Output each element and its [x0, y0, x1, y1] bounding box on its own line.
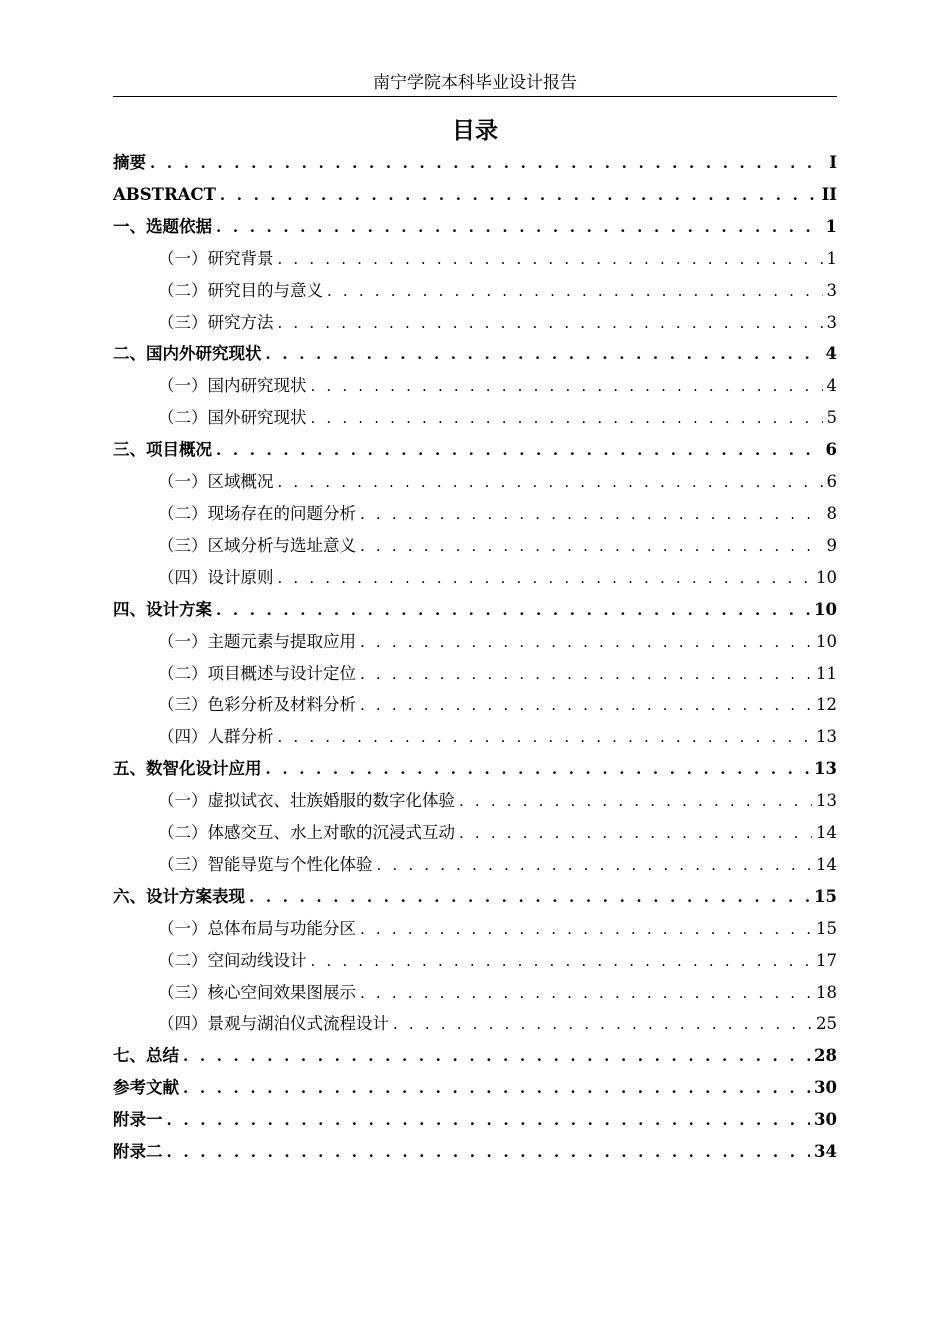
toc-entry[interactable]	[113, 370, 837, 402]
toc-leader-dots	[278, 244, 823, 276]
toc-title: 目录	[452, 118, 498, 144]
toc-entry[interactable]	[113, 817, 837, 849]
toc-entry[interactable]	[113, 1040, 837, 1072]
toc-leader-dots	[167, 1137, 811, 1169]
toc-entry-label: （一）研究背景	[158, 248, 274, 268]
toc-entry-label: 一、选题依据	[113, 216, 212, 236]
toc-entry[interactable]	[113, 211, 837, 243]
toc-entry[interactable]	[113, 1136, 837, 1168]
table-of-contents	[113, 147, 837, 1168]
toc-entry-label: （三）区域分析与选址意义	[158, 535, 356, 555]
toc-entry[interactable]	[113, 1104, 837, 1136]
toc-entry-label: 摘要	[113, 153, 146, 172]
toc-entry[interactable]	[113, 753, 837, 785]
page-header	[113, 72, 837, 97]
toc-leader-dots	[459, 786, 812, 818]
toc-entry[interactable]	[113, 530, 837, 562]
toc-entry-label: （一）总体布局与功能分区	[158, 918, 356, 938]
toc-entry-page-number: 14	[816, 823, 837, 843]
toc-entry[interactable]	[113, 913, 837, 945]
toc-entry-label: 四、设计方案	[113, 599, 212, 619]
toc-entry-label: 参考文献	[113, 1078, 179, 1098]
toc-entry[interactable]	[113, 498, 837, 530]
toc-entry[interactable]	[113, 275, 837, 307]
toc-entry-page-number: 5	[826, 408, 837, 428]
toc-entry[interactable]	[113, 338, 837, 370]
toc-entry[interactable]	[113, 307, 837, 339]
toc-entry[interactable]	[113, 594, 837, 626]
toc-entry-page-number: II	[821, 184, 837, 204]
toc-entry-page-number: 18	[816, 982, 837, 1002]
toc-leader-dots	[311, 946, 813, 978]
toc-entry[interactable]	[113, 1008, 837, 1040]
toc-entry[interactable]	[113, 849, 837, 881]
toc-entry-page-number: 1	[826, 248, 837, 268]
toc-leader-dots	[360, 531, 823, 563]
toc-leader-dots	[278, 467, 823, 499]
toc-entry-label: （一）区域概况	[158, 472, 274, 492]
toc-leader-dots	[393, 1009, 812, 1041]
toc-entry-label: 二、国内外研究现状	[113, 344, 262, 364]
toc-leader-dots	[183, 1073, 810, 1105]
toc-leader-dots	[311, 371, 823, 403]
toc-entry-label: （二）空间动线设计	[158, 950, 307, 970]
toc-entry-page-number: 13	[816, 727, 837, 747]
toc-leader-dots	[360, 914, 812, 946]
toc-entry-page-number: 1	[825, 216, 837, 236]
toc-leader-dots	[216, 212, 822, 244]
toc-leader-dots	[278, 563, 813, 595]
toc-leader-dots	[360, 978, 812, 1010]
toc-entry-label: （二）国外研究现状	[158, 408, 307, 428]
toc-entry-page-number: 4	[826, 376, 837, 396]
toc-entry-page-number: 28	[814, 1046, 837, 1066]
toc-entry-page-number: 13	[816, 791, 837, 811]
toc-entry-page-number: 13	[814, 759, 837, 779]
toc-leader-dots	[266, 339, 822, 371]
toc-entry[interactable]	[113, 434, 837, 466]
toc-entry-page-number: 11	[816, 663, 837, 683]
toc-entry-page-number: 17	[816, 950, 837, 970]
toc-entry[interactable]	[113, 147, 837, 179]
toc-entry-label: （二）项目概述与设计定位	[158, 663, 356, 683]
toc-entry[interactable]	[113, 1072, 837, 1104]
toc-entry-label: （一）国内研究现状	[158, 376, 307, 396]
toc-entry-label: （四）设计原则	[158, 567, 274, 587]
toc-leader-dots	[360, 659, 812, 691]
toc-entry-page-number: 14	[816, 854, 837, 874]
toc-entry-page-number: 9	[826, 535, 837, 555]
toc-entry-page-number: 10	[816, 567, 837, 587]
toc-entry-page-number: 12	[816, 695, 837, 715]
toc-leader-dots	[360, 690, 812, 722]
toc-entry-label: 附录二	[113, 1142, 163, 1162]
toc-entry[interactable]	[113, 402, 837, 434]
toc-entry[interactable]	[113, 658, 837, 690]
toc-entry-page-number: 30	[814, 1110, 837, 1130]
toc-entry-label: （三）智能导览与个性化体验	[158, 854, 373, 874]
toc-leader-dots	[327, 276, 823, 308]
toc-entry-label: （一）主题元素与提取应用	[158, 631, 356, 651]
toc-entry-label: （二）体感交互、水上对歌的沉浸式互动	[158, 823, 455, 843]
toc-entry-page-number: I	[829, 153, 837, 172]
toc-entry-page-number: 3	[826, 280, 837, 300]
toc-entry-page-number: 15	[814, 886, 837, 906]
toc-entry-label: 三、项目概况	[113, 440, 212, 460]
toc-leader-dots	[360, 627, 812, 659]
toc-entry-label: 附录一	[113, 1110, 163, 1130]
toc-entry-page-number: 6	[825, 440, 837, 460]
toc-entry-label: （三）研究方法	[158, 312, 274, 332]
toc-entry[interactable]	[113, 721, 837, 753]
toc-leader-dots	[360, 499, 823, 531]
toc-entry-page-number: 30	[814, 1078, 837, 1098]
toc-entry-label: （二）现场存在的问题分析	[158, 503, 356, 523]
toc-entry-page-number: 3	[826, 312, 837, 332]
toc-entry-label: （三）核心空间效果图展示	[158, 982, 356, 1002]
toc-entry[interactable]	[113, 881, 837, 913]
toc-leader-dots	[278, 722, 813, 754]
toc-leader-dots	[266, 754, 811, 786]
toc-entry-page-number: 4	[825, 344, 837, 364]
toc-entry-label: 五、数智化设计应用	[113, 759, 262, 779]
toc-entry[interactable]	[113, 945, 837, 977]
toc-leader-dots	[183, 1041, 810, 1073]
toc-leader-dots	[311, 403, 823, 435]
toc-entry-page-number: 25	[816, 1014, 837, 1034]
header-title: 南宁学院本科毕业设计报告	[373, 73, 577, 93]
toc-leader-dots	[216, 435, 822, 467]
toc-entry-page-number: 34	[814, 1142, 837, 1162]
toc-entry-label: （四）人群分析	[158, 727, 274, 747]
toc-entry[interactable]	[113, 785, 837, 817]
toc-entry-label: （三）色彩分析及材料分析	[158, 695, 356, 715]
toc-entry-page-number: 10	[814, 599, 837, 619]
toc-entry[interactable]	[113, 466, 837, 498]
toc-entry-page-number: 15	[816, 918, 837, 938]
toc-entry-page-number: 8	[826, 503, 837, 523]
toc-entry-page-number: 6	[826, 472, 837, 492]
toc-leader-dots	[249, 882, 810, 914]
toc-entry[interactable]	[113, 626, 837, 658]
toc-entry-label: （四）景观与湖泊仪式流程设计	[158, 1014, 389, 1034]
toc-leader-dots	[377, 850, 813, 882]
toc-leader-dots	[459, 818, 812, 850]
toc-entry[interactable]	[113, 179, 837, 211]
toc-entry[interactable]	[113, 977, 837, 1009]
toc-entry-page-number: 10	[816, 631, 837, 651]
toc-entry-label: ABSTRACT	[113, 184, 216, 204]
toc-leader-dots	[167, 1105, 811, 1137]
toc-entry-label: （一）虚拟试衣、壮族婚服的数字化体验	[158, 791, 455, 811]
toc-entry-label: 六、设计方案表现	[113, 886, 245, 906]
toc-leader-dots	[150, 148, 825, 180]
toc-leader-dots	[220, 180, 818, 212]
toc-entry-label: 七、总结	[113, 1046, 179, 1066]
toc-entry[interactable]	[113, 243, 837, 275]
toc-entry[interactable]	[113, 562, 837, 594]
toc-entry-label: （二）研究目的与意义	[158, 280, 323, 300]
toc-leader-dots	[278, 308, 823, 340]
toc-entry[interactable]	[113, 689, 837, 721]
toc-leader-dots	[216, 595, 810, 627]
